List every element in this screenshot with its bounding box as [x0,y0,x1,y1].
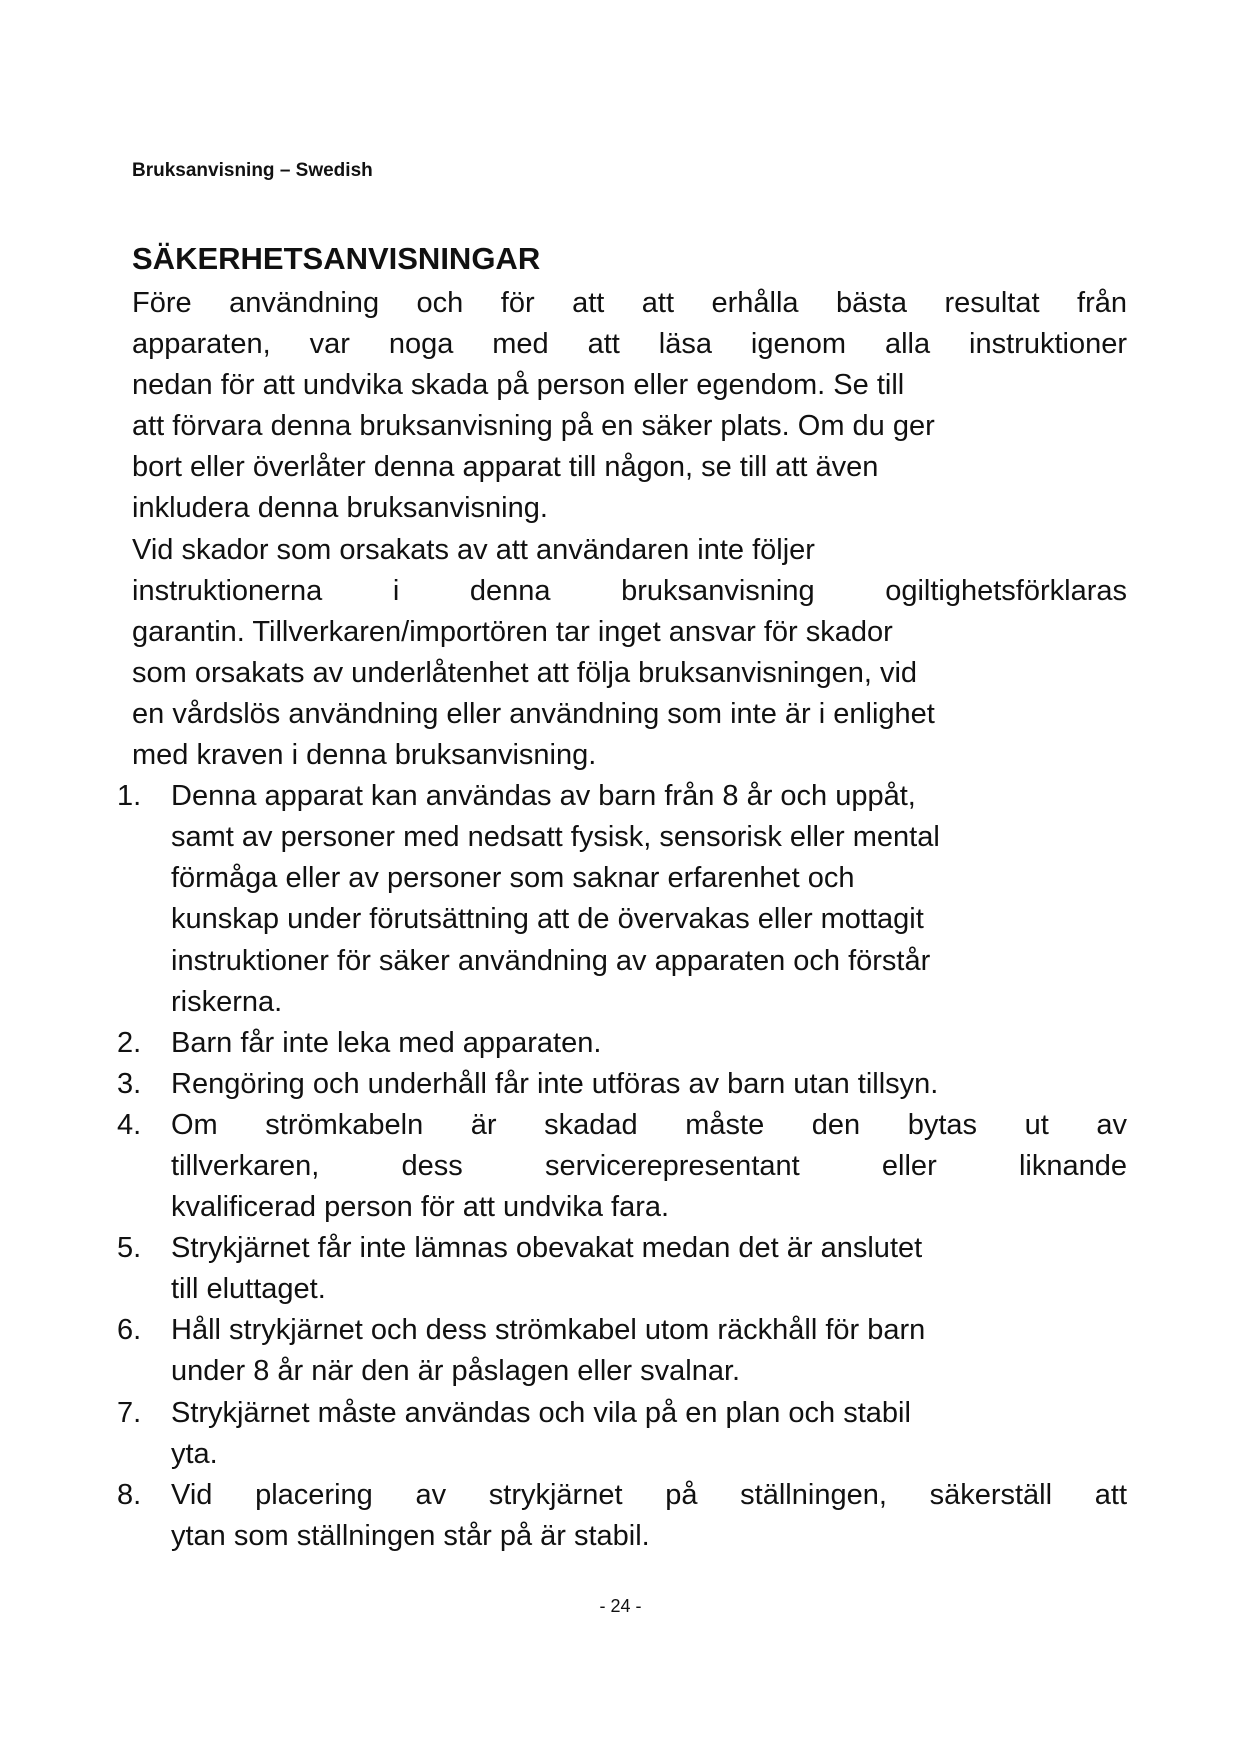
text-line: Håll strykjärnet och dess strömkabel utom räckhåll för barn [171,1314,926,1347]
list-number: 6. [117,1314,142,1347]
paragraph [132,530,1127,777]
list-number: 8. [117,1478,142,1511]
text-line: samt av personer med nedsatt fysisk, sensorisk eller mental [171,821,940,854]
running-header: Bruksanvisning – Swedish [132,160,373,181]
paragraph [132,283,1127,530]
text-line: Vid skador som orsakats av att användaren inte följer [132,533,815,566]
text-line: bort eller överlåter denna apparat till någon, se till att även [132,451,879,484]
section-title: SÄKERHETSANVISNINGAR [132,241,541,276]
text-line: instruktionerna i denna bruksanvisning ogiltighetsförklaras [132,574,1127,607]
text-line: till eluttaget. [171,1273,326,1306]
page-number: - 24 - [599,1596,642,1616]
list-number: 4. [117,1108,142,1141]
list-number: 5. [117,1232,142,1265]
text-line: en vårdslös användning eller användning som inte är i enlighet [132,697,935,730]
list-number: 1. [117,780,142,813]
text-line: Vid placering av strykjärnet på ställningen, säkerställ att [171,1478,1127,1511]
list-number: 2. [117,1026,142,1059]
text-line: med kraven i denna bruksanvisning. [132,739,597,772]
text-line: garantin. Tillverkaren/importören tar inget ansvar för skador [132,615,893,648]
body-content [117,283,1127,1557]
text-line: att förvara denna bruksanvisning på en säker plats. Om du ger [132,410,935,443]
text-line: Strykjärnet måste användas och vila på en plan och stabil [171,1396,911,1429]
text-line: som orsakats av underlåtenhet att följa bruksanvisningen, vid [132,656,918,689]
text-line: kunskap under förutsättning att de övervakas eller mottagit [171,903,924,936]
list-item [117,776,1127,1023]
text-line: kvalificerad person för att undvika fara. [171,1191,670,1224]
text-line: ytan som ställningen står på är stabil. [171,1519,650,1552]
list-item [117,1475,1127,1557]
text-line: instruktioner för säker användning av apparaten och förstår [171,944,931,977]
text-line: under 8 år när den är påslagen eller svalnar. [171,1355,741,1388]
list-item [117,1393,1127,1475]
text-line: tillverkaren, dess servicerepresentant eller liknande [171,1149,1127,1182]
text-line: förmåga eller av personer som saknar erfarenhet och [171,862,855,895]
text-line: yta. [171,1437,218,1470]
text-line: Strykjärnet får inte lämnas obevakat medan det är anslutet [171,1232,923,1265]
text-line: apparaten, var noga med att läsa igenom alla instruktioner [132,328,1127,361]
list-number: 3. [117,1067,142,1100]
list-item [117,1105,1127,1228]
list-item [117,1310,1127,1392]
text-line: inkludera denna bruksanvisning. [132,492,548,525]
text-line: nedan för att undvika skada på person eller egendom. Se till [132,369,905,402]
list-item [117,1064,1127,1105]
text-line: Rengöring och underhåll får inte utföras av barn utan tillsyn. [171,1067,939,1100]
list-item [117,1023,1127,1064]
list-item [117,1228,1127,1310]
list-number: 7. [117,1396,142,1429]
text-line: riskerna. [171,985,283,1018]
text-line: Före användning och för att att erhålla bästa resultat från [132,287,1127,319]
text-line: Om strömkabeln är skadad måste den bytas ut av [171,1108,1127,1141]
text-line: Denna apparat kan användas av barn från 8 år och uppåt, [171,780,916,813]
text-line: Barn får inte leka med apparaten. [171,1026,602,1059]
